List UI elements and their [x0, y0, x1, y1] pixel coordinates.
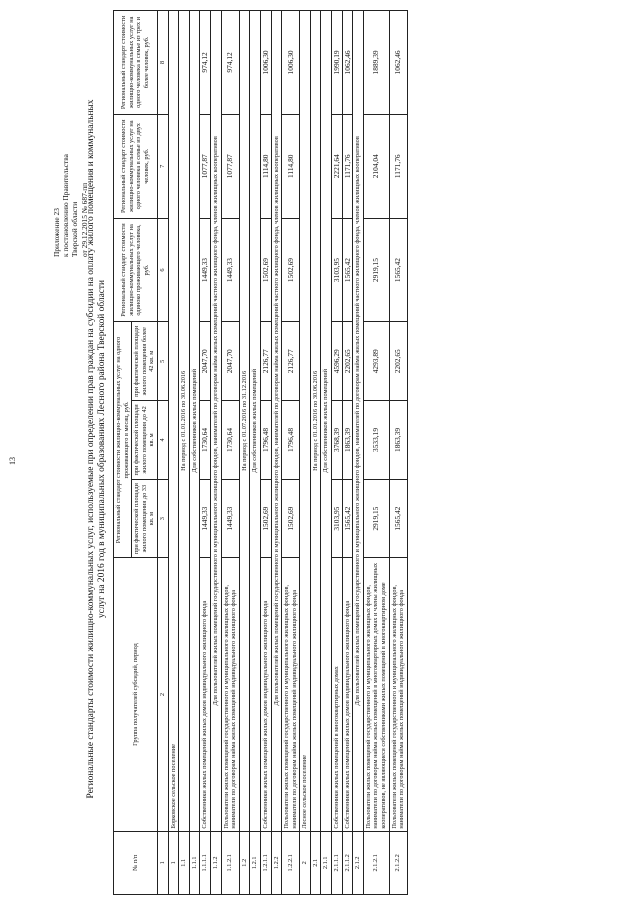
value-cell: 2919,15 — [363, 479, 389, 558]
period-label: На период с 01.01.2016 по 30.06.2016 — [310, 11, 321, 832]
value-cell: 1171,76 — [389, 114, 407, 218]
group-label: Для собственников жилых помещений — [250, 11, 261, 832]
column-number: 5 — [157, 322, 168, 401]
row-name: Собственники жилых помещений в многоквартирных домах — [332, 558, 343, 831]
group-label: Для пользователей жилых помещений государственного и муниципального жилищного фондов, нанимателей по договорам найма жилых помещений частного жилищного фонда, членов жилищных кооперативов — [353, 11, 364, 832]
value-cell: 1502,69 — [282, 479, 300, 558]
value-cell: 1502,69 — [260, 218, 271, 322]
value-cell: 2202,65 — [389, 322, 407, 401]
row-number: 2.1.1 — [321, 831, 332, 894]
column-number: 7 — [157, 114, 168, 218]
table-row — [189, 11, 200, 895]
header-num: № п/п — [114, 831, 158, 894]
row-number: 1.2.2 — [271, 831, 282, 894]
row-number: 1.1.2.1 — [221, 831, 239, 894]
value-cell: 1077,87 — [200, 114, 211, 218]
standards-table — [113, 10, 408, 895]
column-number: 8 — [157, 11, 168, 115]
row-number: 2 — [300, 831, 311, 894]
row-name: Собственники жилых помещений жилых домов индивидуального жилищного фонда — [200, 558, 211, 831]
table-row — [389, 11, 407, 895]
table-row — [332, 11, 343, 895]
row-number: 2.1.2 — [353, 831, 364, 894]
row-number: 1.1.1 — [189, 831, 200, 894]
value-cell: 2221,64 — [332, 114, 343, 218]
value-cell: 2126,77 — [282, 322, 300, 401]
value-cell: 4293,89 — [363, 322, 389, 401]
value-cell: 1449,33 — [200, 218, 211, 322]
value-cell: 2202,65 — [342, 322, 353, 401]
table-row — [260, 11, 271, 895]
table-row — [363, 11, 389, 895]
value-cell: 1730,64 — [200, 401, 211, 480]
period-label: На период с 01.07.2016 по 31.12.2016 — [239, 11, 250, 832]
header-two-person: Региональный стандарт стоимости жилищно-коммунальных услуг на одного человека в семье из двух человек, руб. — [114, 114, 158, 218]
value-cell: 1730,64 — [221, 401, 239, 480]
value-cell: 1449,33 — [221, 218, 239, 322]
value-cell: 974,12 — [221, 11, 239, 115]
table-row — [200, 11, 211, 895]
row-number: 1 — [168, 831, 179, 894]
value-cell: 4596,29 — [332, 322, 343, 401]
row-number: 2.1.1.1 — [332, 831, 343, 894]
row-number: 1.1.2 — [210, 831, 221, 894]
table-row — [282, 11, 300, 895]
group-label: Для собственников жилых помещений — [321, 11, 332, 832]
header-single: Региональный стандарт стоимости жилищно-коммунальных услуг на одиноко проживающего человека, руб. — [114, 218, 158, 322]
table-row — [221, 11, 239, 895]
value-cell: 1796,48 — [260, 401, 271, 480]
value-cell: 1062,46 — [389, 11, 407, 115]
value-cell: 1449,33 — [200, 479, 211, 558]
row-number: 1.2 — [239, 831, 250, 894]
row-number: 1.2.2.1 — [282, 831, 300, 894]
value-cell: 3103,95 — [332, 479, 343, 558]
value-cell: 1565,42 — [389, 218, 407, 322]
header-area-33: при фактической площади жилого помещения до 33 кв. м — [132, 479, 158, 558]
value-cell: 3533,19 — [363, 401, 389, 480]
value-cell: 1990,19 — [332, 11, 343, 115]
column-number: 1 — [157, 831, 168, 894]
value-cell: 3103,95 — [332, 218, 343, 322]
value-cell: 1006,30 — [260, 11, 271, 115]
row-number: 1.2.1 — [250, 831, 261, 894]
appendix-line: Приложение 23 — [52, 208, 61, 257]
row-number: 2.1.2.2 — [389, 831, 407, 894]
value-cell: 1863,39 — [342, 401, 353, 480]
period-label: На период с 01.01.2016 по 30.06.2016 — [179, 11, 190, 832]
value-cell: 1077,87 — [221, 114, 239, 218]
value-cell: 2047,70 — [200, 322, 211, 401]
appendix-line: к постановлению Правительства — [61, 154, 71, 257]
value-cell: 1565,42 — [342, 218, 353, 322]
row-name: Пользователи жилых помещений государственного и муниципального жилищных фондов, наниматели по договорам найма жилых помещений индивидуального жилищного фонда — [389, 558, 407, 831]
value-cell: 2919,15 — [363, 218, 389, 322]
column-number: 6 — [157, 218, 168, 322]
table-row — [353, 11, 364, 895]
value-cell: 1502,69 — [260, 479, 271, 558]
settlement-name: Лесное сельское поселение — [300, 11, 311, 832]
value-cell: 1062,46 — [342, 11, 353, 115]
column-number: 3 — [157, 479, 168, 558]
value-cell: 3768,39 — [332, 401, 343, 480]
value-cell: 1114,80 — [282, 114, 300, 218]
value-cell: 1565,42 — [342, 479, 353, 558]
value-cell: 1114,80 — [260, 114, 271, 218]
value-cell: 1565,42 — [389, 479, 407, 558]
row-number: 1.1 — [179, 831, 190, 894]
table-row — [250, 11, 261, 895]
row-number: 1.1.1.1 — [200, 831, 211, 894]
row-name: Пользователи жилых помещений государственного и муниципального жилищных фондов, наниматели по договорам найма жилых помещений индивидуального жилищного фонда — [221, 558, 239, 831]
row-number: 2.1.2.1 — [363, 831, 389, 894]
row-name: Пользователи жилых помещений государственного и муниципального жилищных фондов, наниматели по договорам найма жилых помещений в многоквартирных домах и члены жилищных кооперативов, не являющиеся собственниками жилых помещений в многоквартирном доме — [363, 558, 389, 831]
value-cell: 2126,77 — [260, 322, 271, 401]
value-cell: 1889,39 — [363, 11, 389, 115]
row-name: Собственники жилых помещений жилых домов индивидуального жилищного фонда — [260, 558, 271, 831]
group-label: Для собственников жилых помещений — [189, 11, 200, 832]
table-row — [342, 11, 353, 895]
value-cell: 1863,39 — [389, 401, 407, 480]
row-name: Собственники жилых помещений жилых домов индивидуального жилищного фонда — [342, 558, 353, 831]
title-line: Региональные стандарты стоимости жилищно-коммунальных услуг, используемые при определении прав граждан на субсидии на оплату жилого помещения и коммунальных — [86, 99, 96, 799]
header-group: Группа получателей субсидий, период — [114, 558, 158, 831]
value-cell: 974,12 — [200, 11, 211, 115]
group-label: Для пользователей жилых помещений государственного и муниципального жилищного фондов, нанимателей по договорам найма жилых помещений частного жилищного фонда, членов жилищных кооперативов — [210, 11, 221, 832]
settlement-name: Борковское сельское поселение — [168, 11, 179, 832]
table-row — [179, 11, 190, 895]
group-label: Для пользователей жилых помещений государственного и муниципального жилищного фондов, нанимателей по договорам найма жилых помещений частного жилищного фонда, членов жилищных кооперативов — [271, 11, 282, 832]
value-cell: 1449,33 — [221, 479, 239, 558]
page-number: 13 — [8, 457, 17, 465]
table-row — [239, 11, 250, 895]
appendix-reference — [52, 154, 89, 257]
value-cell: 1006,30 — [282, 11, 300, 115]
table-row — [321, 11, 332, 895]
header-standard-cost: Региональный стандарт стоимости жилищно-коммунальных услуг на одного проживающего в месяц, руб. — [114, 322, 132, 558]
header-area-42: при фактической площади жилого помещения до 42 кв. м — [132, 401, 158, 480]
title-line: услуг на 2016 год в муниципальных образованиях Лесного района Тверской области — [97, 279, 107, 619]
header-area-over-42: при фактической площади жилого помещения более 42 кв. м — [132, 322, 158, 401]
table-row — [310, 11, 321, 895]
appendix-line: Тверской области — [70, 201, 80, 257]
row-number: 2.1 — [310, 831, 321, 894]
row-number: 2.1.1.2 — [342, 831, 353, 894]
column-number: 4 — [157, 401, 168, 480]
value-cell: 1171,76 — [342, 114, 353, 218]
table-row — [300, 11, 311, 895]
header-three-plus: Региональный стандарт стоимости жилищно-коммунальных услуг на одного человека в семье из трех и более человек, руб. — [114, 11, 158, 115]
appendix-line: от 29.12.2015 № 687-пп — [79, 182, 89, 257]
document-title — [86, 9, 108, 889]
value-cell: 1796,48 — [282, 401, 300, 480]
row-name: Пользователи жилых помещений государственного и муниципального жилищных фондов, наниматели по договорам найма жилых помещений индивидуального жилищного фонда — [282, 558, 300, 831]
value-cell: 2104,04 — [363, 114, 389, 218]
column-number: 2 — [157, 558, 168, 831]
table-row — [271, 11, 282, 895]
row-number: 1.2.1.1 — [260, 831, 271, 894]
table-row — [168, 11, 179, 895]
value-cell: 2047,70 — [221, 322, 239, 401]
table-row — [210, 11, 221, 895]
value-cell: 1502,69 — [282, 218, 300, 322]
